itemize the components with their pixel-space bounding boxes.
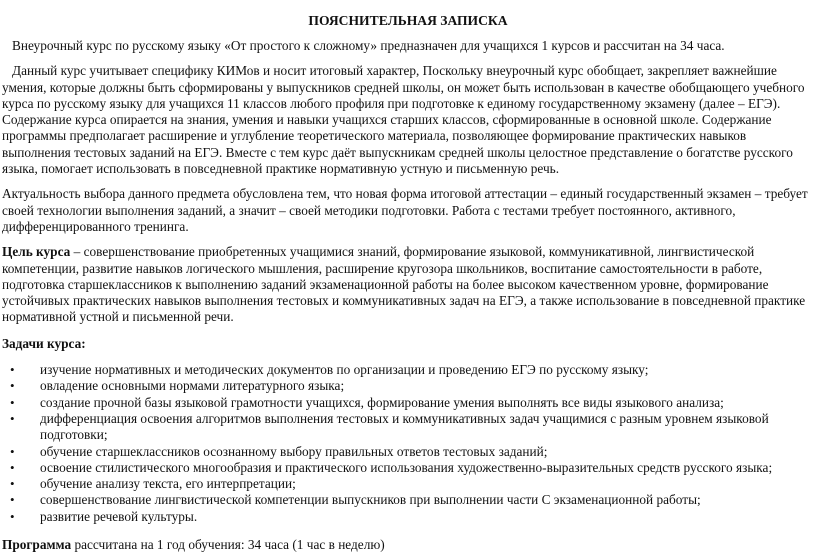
- goal-label: Цель курса: [2, 244, 71, 260]
- list-item-text: обучение старшеклассников осознанному выбору правильных ответов тестовых заданий;: [40, 443, 548, 459]
- list-item-text: создание прочной базы языковой грамотности учащихся, формирование умения выполнять все виды языкового анализа;: [40, 394, 724, 410]
- program-text: рассчитана на 1 год обучения: 34 часа (1 час в неделю): [71, 537, 385, 553]
- list-item: [10, 508, 814, 525]
- list-item-text: изучение нормативных и методических документов по организации и проведению ЕГЭ по русскому языку;: [40, 362, 649, 378]
- list-item-text: развитие речевой культуры.: [40, 508, 198, 524]
- bullet-icon: •: [10, 362, 15, 378]
- goal-text: – совершенствование приобретенных учащимися знаний, формирование языковой, коммуникативной, лингвистической компетенции, развитие навыков логического мышления, расширение кругозора школьников, воспитание самостоятельности в работе, подготовка старшеклассников к выполнению заданий экзаменационной работы на более высоком качественном уровне, формирование устойчивых практических навыков выполнения тестовых и коммуникативных задач на ЕГЭ, а также использование в повседневной практике нормативной устной и письменной речи.: [2, 244, 806, 325]
- goal-paragraph: [2, 244, 814, 325]
- list-item: [10, 459, 814, 476]
- list-item: [10, 362, 814, 378]
- bullet-icon: •: [10, 443, 15, 459]
- list-item: [10, 492, 814, 508]
- relevance-paragraph: Актуальность выбора данного предмета обусловлена тем, что новая форма итоговой аттестации – единый государственный экзамен – требует своей технологии выполнения заданий, а значит – своей методики подготовки. Работа с тестами требует постоянного, активного, дифференцированного тренинга.: [2, 186, 808, 234]
- tasks-list: [2, 362, 814, 525]
- list-item-text: обучение анализу текста, его интерпретации;: [40, 476, 296, 492]
- list-item-text: совершенствование лингвистической компетенции выпускников при выполнении части С экзаменационной работы;: [40, 492, 701, 508]
- program-label: Программа: [2, 537, 72, 553]
- list-item: [10, 394, 814, 411]
- list-item-text: овладение основными нормами литературного языка;: [40, 378, 345, 394]
- list-item-text: дифференциация освоения алгоритмов выполнения тестовых и коммуникативных задач учащимися с разным уровнем языковой подготовки;: [40, 410, 769, 443]
- list-item: [10, 410, 814, 444]
- document-title: ПОЯСНИТЕЛЬНАЯ ЗАПИСКА: [308, 13, 508, 28]
- bullet-icon: •: [10, 508, 15, 524]
- description-paragraph: Данный курс учитывает специфику КИМов и носит итоговый характер, Поскольку внеурочный курс обобщает, закрепляет важнейшие умения, которые должны быть сформированы у выпускников средней школы, он может быть использован в качестве обобщающего учебного курса по русскому языку для учащихся 11 классов любого профиля при подготовке к единому государственному экзамену (далее – ЕГЭ). Содержание курса опирается на знания, умения и навыки учащихся старших классов, сформированные в основной школе. Содержание программы предполагает расширение и углубление теоретического материала, позволяющее формирование практических навыков выполнения тестовых заданий на ЕГЭ. Вместе с тем курс даёт выпускникам средней школы целостное представление о богатстве русского языка, помогает использовать в повседневной практике нормативную устную и письменную речь.: [2, 63, 805, 177]
- bullet-icon: •: [10, 378, 15, 394]
- bullet-icon: •: [10, 492, 15, 508]
- bullet-icon: •: [10, 476, 15, 492]
- list-item: [10, 476, 814, 492]
- list-item-text: освоение стилистического многообразия и практического использования художественно-выразительных средств русского языка;: [40, 459, 773, 475]
- intro-paragraph: Внеурочный курс по русскому языку «От простого к сложному» предназначен для учащихся 1 курсов и рассчитан на 34 часа.: [12, 38, 725, 53]
- bullet-icon: •: [10, 410, 15, 426]
- bullet-icon: •: [10, 394, 15, 410]
- tasks-heading: Задачи курса:: [2, 335, 86, 351]
- program-paragraph: [2, 537, 814, 553]
- bullet-icon: •: [10, 459, 15, 475]
- list-item: [10, 378, 814, 394]
- list-item: [10, 443, 814, 460]
